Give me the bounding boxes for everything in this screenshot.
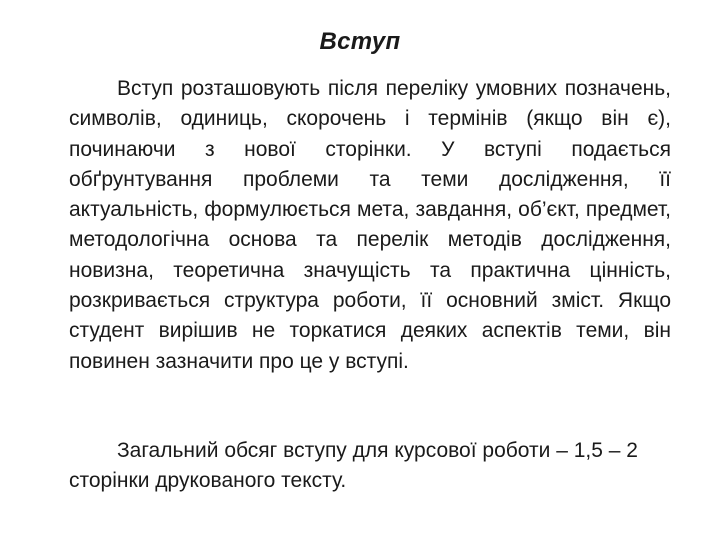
slide-title: Вступ bbox=[319, 28, 401, 55]
body-paragraph-intro: Вступ розташовують після переліку умовних позначень, символів, одиниць, скорочень і термінів (якщо він є), починаючи з нової сторінки. У вступі подається обґрунтування проблеми та теми дослідження, її актуальність, формулюється мета, завдання, об’єкт, предмет, методологічна основа та перелік методів дослідження, новизна, теоретична значущість та практична цінність, розкривається структура роботи, її основний зміст. Якщо студент вирішив не торкатися деяких аспектів теми, він повинен зазначити про це у вступі. bbox=[69, 77, 671, 373]
body-paragraph-volume: Загальний обсяг вступу для курсової роботи – 1,5 – 2 сторінки друкованого тексту. bbox=[69, 439, 638, 493]
